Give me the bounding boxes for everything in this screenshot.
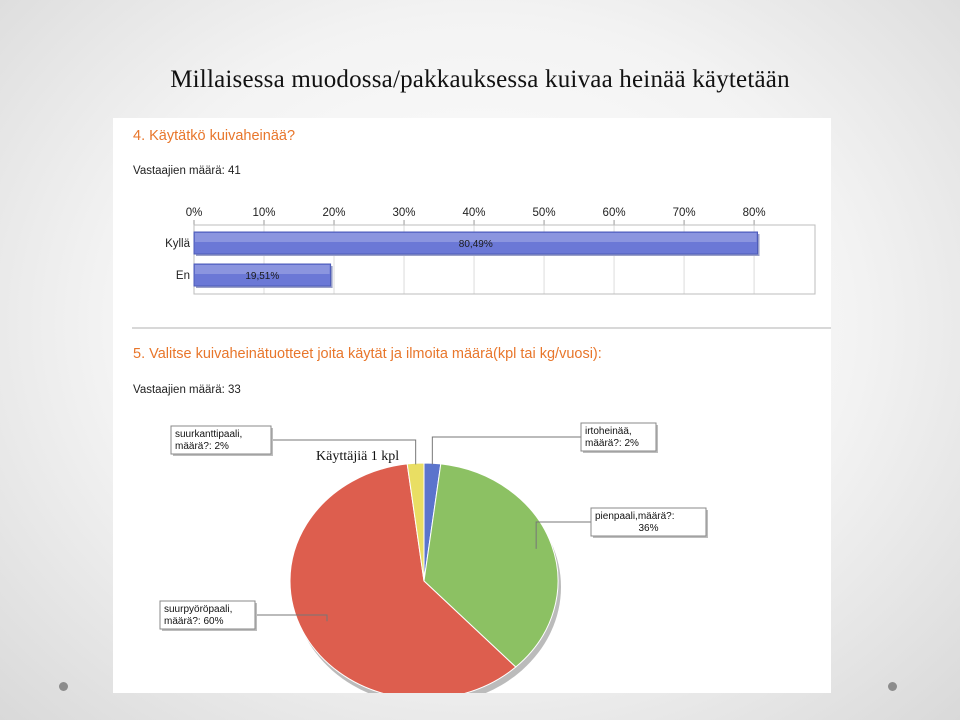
slice-label: pienpaali,määrä?: <box>595 511 675 522</box>
question-5-title: 5. Valitse kuivaheinätuotteet joita käytät ja ilmoita määrä(kpl tai kg/vuosi): <box>133 346 602 362</box>
question-4-title: 4. Käytätkö kuivaheinää? <box>133 128 296 144</box>
pie-chart <box>113 408 831 693</box>
x-tick-label: 60% <box>602 207 626 219</box>
category-label: En <box>175 270 190 282</box>
slide-caption: Käyttäjiä 1 kpl <box>316 449 400 464</box>
question-5-respondents: Vastaajien määrä: 33 <box>133 384 241 396</box>
slice-label: määrä?: 2% <box>585 438 639 449</box>
bar-value-label: 80,49% <box>458 239 493 250</box>
slide-title: Millaisessa muodossa/pakkauksessa kuivaa heinää käytetään <box>170 66 790 93</box>
leader-line <box>432 437 581 464</box>
x-tick-label: 30% <box>392 207 416 219</box>
x-tick-label: 70% <box>672 207 696 219</box>
slice-label: suurpyöröpaali, <box>164 604 233 615</box>
x-tick-label: 50% <box>532 207 556 219</box>
question-4-respondents: Vastaajien määrä: 41 <box>133 165 241 177</box>
x-tick-label: 20% <box>322 207 346 219</box>
bar-chart <box>113 198 831 318</box>
survey-panel <box>113 118 831 693</box>
slice-label: suurkanttipaali, <box>175 429 243 440</box>
slice-label: määrä?: 2% <box>175 441 229 452</box>
bar-value-label: 19,51% <box>245 271 280 282</box>
category-label: Kyllä <box>165 238 190 250</box>
x-tick-label: 0% <box>185 207 203 219</box>
slide-dot-left <box>59 682 68 691</box>
slice-label: määrä?: 60% <box>164 616 224 627</box>
section-divider <box>132 327 831 329</box>
x-tick-label: 10% <box>252 207 276 219</box>
x-tick-label: 40% <box>462 207 486 219</box>
slice-label: irtoheinää, <box>585 426 632 437</box>
x-tick-label: 80% <box>742 207 766 219</box>
slice-label: 36% <box>638 523 659 534</box>
slide-dot-right <box>888 682 897 691</box>
